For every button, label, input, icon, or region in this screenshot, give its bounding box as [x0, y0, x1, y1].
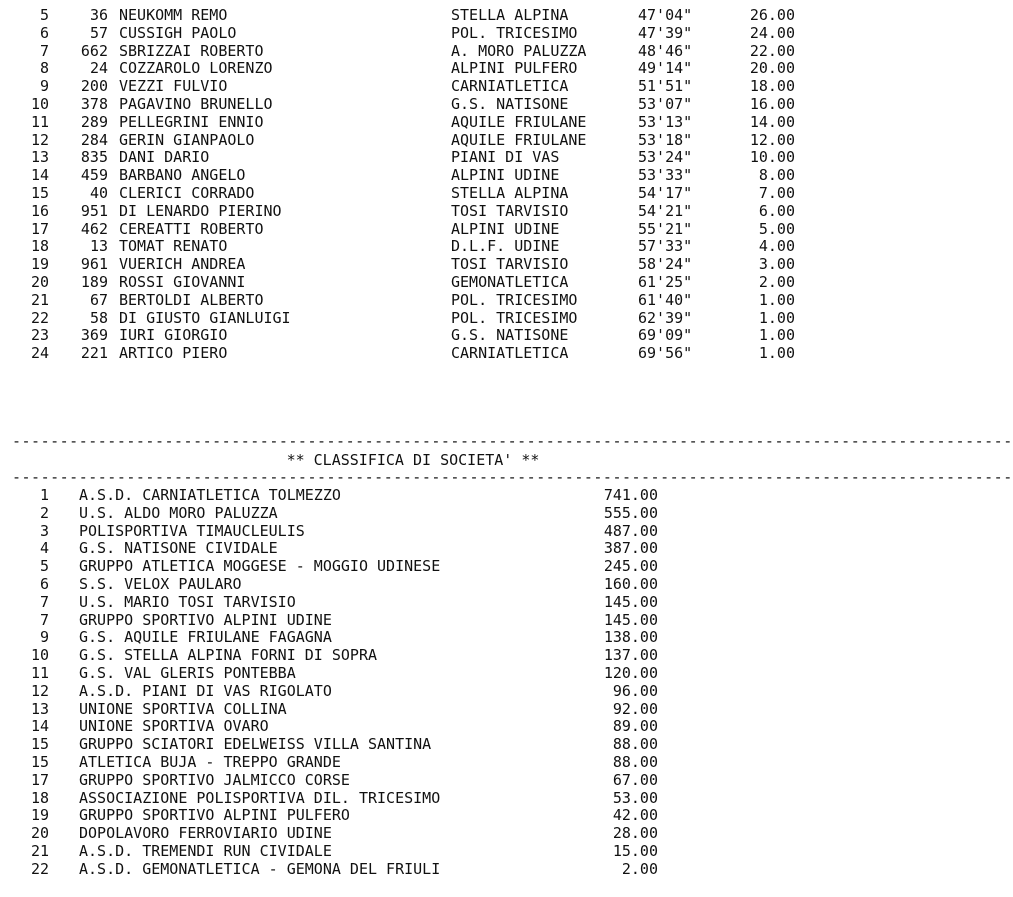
rule-bottom: --------------------------------------------------------------------------------------------------------- — [12, 468, 1013, 486]
society-position: 3 — [39, 521, 49, 540]
athlete-club: AQUILE FRIULANE — [451, 112, 587, 131]
athlete-time: 48'46" — [638, 41, 693, 60]
society-row — [0, 628, 820, 646]
society-name: A.S.D. CARNIATLETICA TOLMEZZO — [79, 486, 341, 504]
society-position: 7 — [39, 610, 49, 629]
society-row — [0, 824, 820, 842]
society-name: GRUPPO ATLETICA MOGGESE - MOGGIO UDINESE — [79, 557, 441, 576]
society-row — [0, 789, 820, 807]
athlete-club: A. MORO PALUZZA — [451, 41, 587, 60]
athlete-bib: 289 — [80, 112, 108, 131]
society-position: 15 — [30, 753, 49, 771]
society-name: A.S.D. TREMENDI RUN CIVIDALE — [79, 842, 332, 860]
athlete-row — [0, 77, 820, 95]
athlete-time: 53'13" — [638, 112, 693, 131]
athlete-row — [0, 113, 820, 131]
athlete-bib: 662 — [80, 41, 108, 60]
athlete-points: 4.00 — [758, 237, 795, 256]
society-points: 387.00 — [603, 539, 658, 558]
society-name: GRUPPO SPORTIVO ALPINI PULFERO — [79, 806, 350, 825]
athlete-bib: 40 — [89, 184, 108, 202]
athlete-position: 6 — [39, 23, 49, 42]
athlete-name: SBRIZZAI ROBERTO — [119, 41, 264, 60]
society-name: G.S. AQUILE FRIULANE FAGAGNA — [79, 628, 332, 647]
society-row — [0, 700, 820, 718]
athlete-row — [0, 59, 820, 77]
athlete-name: BERTOLDI ALBERTO — [119, 290, 264, 309]
athlete-time: 58'24" — [638, 255, 693, 274]
athlete-name: DANI DARIO — [119, 148, 210, 167]
athlete-time: 49'14" — [638, 59, 693, 78]
athlete-row — [0, 220, 820, 238]
athlete-row — [0, 237, 820, 255]
athlete-position: 16 — [30, 201, 49, 220]
society-name: GRUPPO SPORTIVO JALMICCO CORSE — [79, 770, 350, 789]
athlete-name: PELLEGRINI ENNIO — [119, 112, 264, 131]
athlete-time: 61'40" — [638, 290, 693, 309]
athlete-bib: 57 — [89, 23, 108, 42]
athlete-points: 20.00 — [749, 59, 795, 78]
society-points: 245.00 — [603, 557, 658, 576]
athlete-row — [0, 184, 820, 202]
athlete-row — [0, 344, 820, 362]
society-row — [0, 771, 820, 789]
athlete-points: 26.00 — [749, 6, 795, 24]
athlete-points: 3.00 — [758, 255, 795, 274]
athlete-bib: 13 — [89, 237, 108, 256]
athlete-bib: 835 — [80, 148, 108, 167]
athlete-position: 9 — [39, 77, 49, 96]
society-name: A.S.D. PIANI DI VAS RIGOLATO — [79, 681, 332, 700]
society-position: 13 — [30, 699, 49, 718]
athlete-position: 17 — [30, 219, 49, 238]
athlete-time: 53'18" — [638, 130, 693, 149]
athlete-row — [0, 95, 820, 113]
society-row — [0, 664, 820, 682]
athlete-name: ARTICO PIERO — [119, 344, 228, 363]
athlete-club: D.L.F. UDINE — [451, 237, 560, 256]
athlete-points: 1.00 — [758, 308, 795, 327]
society-position: 21 — [30, 842, 49, 860]
athlete-bib: 36 — [89, 6, 108, 24]
society-row — [0, 735, 820, 753]
athlete-row — [0, 326, 820, 344]
athlete-points: 8.00 — [758, 166, 795, 185]
athlete-club: PIANI DI VAS — [451, 148, 560, 167]
athlete-points: 14.00 — [749, 112, 795, 131]
society-position: 18 — [30, 788, 49, 807]
athlete-club: POL. TRICESIMO — [451, 23, 578, 42]
athlete-bib: 951 — [80, 201, 108, 220]
athlete-time: 53'07" — [638, 95, 693, 113]
athlete-position: 10 — [30, 95, 49, 113]
athlete-position: 23 — [30, 326, 49, 345]
athlete-position: 21 — [30, 290, 49, 309]
society-position: 4 — [39, 539, 49, 558]
society-name: GRUPPO SCIATORI EDELWEISS VILLA SANTINA — [79, 735, 432, 754]
athlete-club: STELLA ALPINA — [451, 184, 569, 202]
society-position: 14 — [30, 717, 49, 736]
athlete-club: STELLA ALPINA — [451, 6, 569, 24]
athlete-time: 54'21" — [638, 201, 693, 220]
athlete-position: 15 — [30, 184, 49, 202]
athlete-name: DI GIUSTO GIANLUIGI — [119, 308, 291, 327]
athlete-time: 47'39" — [638, 23, 693, 42]
society-position: 12 — [30, 681, 49, 700]
athlete-club: ALPINI PULFERO — [451, 59, 578, 78]
society-points: 88.00 — [612, 735, 658, 754]
society-position: 15 — [30, 735, 49, 754]
athlete-points: 24.00 — [749, 23, 795, 42]
athlete-bib: 67 — [89, 290, 108, 309]
athlete-name: IURI GIORGIO — [119, 326, 228, 345]
society-points: 741.00 — [603, 486, 658, 504]
athlete-name: ROSSI GIOVANNI — [119, 273, 246, 291]
society-points: 145.00 — [603, 592, 658, 611]
society-position: 1 — [39, 486, 49, 504]
society-position: 10 — [30, 646, 49, 665]
society-name: DOPOLAVORO FERROVIARIO UDINE — [79, 824, 332, 843]
athlete-bib: 58 — [89, 308, 108, 327]
society-position: 19 — [30, 806, 49, 825]
athlete-time: 54'17" — [638, 184, 693, 202]
society-position: 5 — [39, 557, 49, 576]
athlete-bib: 369 — [80, 326, 108, 345]
athlete-bib: 284 — [80, 130, 108, 149]
athlete-points: 12.00 — [749, 130, 795, 149]
athlete-points: 7.00 — [758, 184, 795, 202]
society-row — [0, 682, 820, 700]
society-name: U.S. ALDO MORO PALUZZA — [79, 503, 278, 522]
athlete-bib: 221 — [80, 344, 108, 363]
athlete-name: VUERICH ANDREA — [119, 255, 246, 274]
athlete-club: TOSI TARVISIO — [451, 255, 569, 274]
athlete-name: CEREATTI ROBERTO — [119, 219, 264, 238]
society-points: 28.00 — [612, 824, 658, 843]
athlete-points: 6.00 — [758, 201, 795, 220]
athlete-name: DI LENARDO PIERINO — [119, 201, 282, 220]
athlete-position: 12 — [30, 130, 49, 149]
society-row — [0, 557, 820, 575]
athlete-name: VEZZI FULVIO — [119, 77, 228, 96]
society-name: UNIONE SPORTIVA OVARO — [79, 717, 269, 736]
society-row — [0, 504, 820, 522]
society-name: G.S. VAL GLERIS PONTEBBA — [79, 664, 296, 682]
athlete-row — [0, 291, 820, 309]
society-points: 138.00 — [603, 628, 658, 647]
society-points: 42.00 — [612, 806, 658, 825]
society-row — [0, 806, 820, 824]
society-row — [0, 575, 820, 593]
athlete-time: 51'51" — [638, 77, 693, 96]
society-position: 20 — [30, 824, 49, 843]
society-position: 17 — [30, 770, 49, 789]
society-points: 96.00 — [612, 681, 658, 700]
athlete-row — [0, 6, 820, 24]
athlete-name: GERIN GIANPAOLO — [119, 130, 255, 149]
athlete-time: 69'56" — [638, 344, 693, 363]
athlete-points: 16.00 — [749, 95, 795, 113]
society-points: 555.00 — [603, 503, 658, 522]
athlete-points: 1.00 — [758, 290, 795, 309]
athlete-points: 1.00 — [758, 326, 795, 345]
society-name: GRUPPO SPORTIVO ALPINI UDINE — [79, 610, 332, 629]
athlete-club: G.S. NATISONE — [451, 95, 569, 113]
society-name: G.S. NATISONE CIVIDALE — [79, 539, 278, 558]
athlete-position: 11 — [30, 112, 49, 131]
society-row — [0, 717, 820, 735]
athlete-club: GEMONATLETICA — [451, 273, 569, 291]
athlete-name: CUSSIGH PAOLO — [119, 23, 237, 42]
athlete-row — [0, 255, 820, 273]
athlete-bib: 24 — [89, 59, 108, 78]
athlete-club: TOSI TARVISIO — [451, 201, 569, 220]
athlete-bib: 200 — [80, 77, 108, 96]
athlete-position: 8 — [39, 59, 49, 78]
athlete-points: 22.00 — [749, 41, 795, 60]
society-ranking-title: ** CLASSIFICA DI SOCIETA' ** — [286, 451, 540, 469]
society-points: 53.00 — [612, 788, 658, 807]
society-points: 89.00 — [612, 717, 658, 736]
society-position: 9 — [39, 628, 49, 647]
athlete-bib: 462 — [80, 219, 108, 238]
society-position: 6 — [39, 575, 49, 593]
society-position: 22 — [30, 859, 49, 878]
society-position: 2 — [39, 503, 49, 522]
society-name: U.S. MARIO TOSI TARVISIO — [79, 592, 296, 611]
athlete-time: 53'24" — [638, 148, 693, 167]
athlete-row — [0, 273, 820, 291]
athlete-time: 57'33" — [638, 237, 693, 256]
society-points: 120.00 — [603, 664, 658, 682]
athlete-name: CLERICI CORRADO — [119, 184, 255, 202]
society-points: 137.00 — [603, 646, 658, 665]
athlete-club: CARNIATLETICA — [451, 77, 569, 96]
society-points: 145.00 — [603, 610, 658, 629]
society-name: S.S. VELOX PAULARO — [79, 575, 242, 593]
society-row — [0, 753, 820, 771]
athlete-row — [0, 24, 820, 42]
athlete-time: 62'39" — [638, 308, 693, 327]
athlete-row — [0, 42, 820, 60]
athlete-name: COZZAROLO LORENZO — [119, 59, 273, 78]
society-name: ASSOCIAZIONE POLISPORTIVA DIL. TRICESIMO — [79, 788, 441, 807]
athlete-points: 1.00 — [758, 344, 795, 363]
athlete-position: 22 — [30, 308, 49, 327]
athlete-position: 24 — [30, 344, 49, 363]
athlete-name: BARBANO ANGELO — [119, 166, 246, 185]
athlete-position: 5 — [39, 6, 49, 24]
athlete-club: G.S. NATISONE — [451, 326, 569, 345]
athlete-row — [0, 166, 820, 184]
athlete-club: POL. TRICESIMO — [451, 308, 578, 327]
rule-top: --------------------------------------------------------------------------------------------------------- — [12, 432, 1013, 450]
society-points: 2.00 — [621, 859, 658, 878]
society-points: 92.00 — [612, 699, 658, 718]
society-name: POLISPORTIVA TIMAUCLEULIS — [79, 521, 305, 540]
society-row — [0, 522, 820, 540]
society-points: 487.00 — [603, 521, 658, 540]
athlete-name: PAGAVINO BRUNELLO — [119, 95, 273, 113]
athlete-position: 7 — [39, 41, 49, 60]
athlete-bib: 961 — [80, 255, 108, 274]
society-points: 88.00 — [612, 753, 658, 771]
society-row — [0, 539, 820, 557]
athlete-time: 69'09" — [638, 326, 693, 345]
athlete-club: ALPINI UDINE — [451, 166, 560, 185]
athlete-time: 61'25" — [638, 273, 693, 291]
athlete-position: 18 — [30, 237, 49, 256]
society-row — [0, 486, 820, 504]
athlete-time: 55'21" — [638, 219, 693, 238]
society-position: 7 — [39, 592, 49, 611]
athlete-position: 14 — [30, 166, 49, 185]
society-name: A.S.D. GEMONATLETICA - GEMONA DEL FRIULI — [79, 859, 441, 878]
athlete-points: 10.00 — [749, 148, 795, 167]
athlete-position: 20 — [30, 273, 49, 291]
society-points: 67.00 — [612, 770, 658, 789]
society-position: 11 — [30, 664, 49, 682]
society-name: UNIONE SPORTIVA COLLINA — [79, 699, 287, 718]
athlete-row — [0, 148, 820, 166]
athlete-club: ALPINI UDINE — [451, 219, 560, 238]
athlete-position: 13 — [30, 148, 49, 167]
athlete-name: TOMAT RENATO — [119, 237, 228, 256]
athlete-bib: 459 — [80, 166, 108, 185]
society-name: ATLETICA BUJA - TREPPO GRANDE — [79, 753, 341, 771]
athlete-bib: 378 — [80, 95, 108, 113]
athlete-points: 18.00 — [749, 77, 795, 96]
athlete-club: CARNIATLETICA — [451, 344, 569, 363]
society-name: G.S. STELLA ALPINA FORNI DI SOPRA — [79, 646, 378, 665]
athlete-row — [0, 131, 820, 149]
athlete-name: NEUKOMM REMO — [119, 6, 228, 24]
athlete-points: 5.00 — [758, 219, 795, 238]
athlete-position: 19 — [30, 255, 49, 274]
society-row — [0, 646, 820, 664]
athlete-club: AQUILE FRIULANE — [451, 130, 587, 149]
society-row — [0, 860, 820, 878]
athlete-club: POL. TRICESIMO — [451, 290, 578, 309]
society-points: 15.00 — [612, 842, 658, 860]
society-row — [0, 593, 820, 611]
athlete-row — [0, 309, 820, 327]
society-points: 160.00 — [603, 575, 658, 593]
athlete-time: 53'33" — [638, 166, 693, 185]
athlete-bib: 189 — [80, 273, 108, 291]
society-row — [0, 842, 820, 860]
athlete-row — [0, 202, 820, 220]
athlete-time: 47'04" — [638, 6, 693, 24]
society-row — [0, 611, 820, 629]
athlete-points: 2.00 — [758, 273, 795, 291]
